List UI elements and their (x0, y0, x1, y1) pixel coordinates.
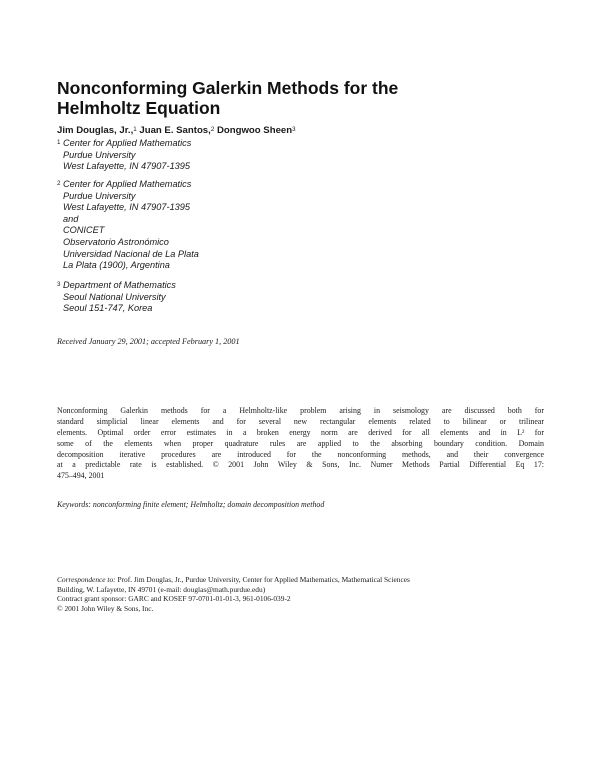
keywords: Keywords: nonconforming finite element; Helmholtz; domain decomposition method (57, 500, 325, 509)
grant-sponsor: Contract grant sponsor: GARC and KOSEF 97-0701-01-01-3, 961-0106-039-2 (57, 594, 291, 604)
affiliation-line: Department of Mathematics (63, 280, 176, 290)
affiliation-line: West Lafayette, IN 47907-1395 (63, 202, 191, 213)
affiliation-mark: 1 (57, 139, 61, 146)
correspondence-label: Correspondence to: (57, 575, 116, 584)
correspondence-footnote (57, 575, 547, 613)
title-line: Helmholtz Equation (57, 98, 221, 118)
author-affiliation-mark: 3 (292, 126, 296, 133)
affiliation-mark: 3 (57, 281, 61, 288)
abstract-line: standard simplicial linear elements and for several new rectangular elements related to bilinear or trilinear (57, 416, 544, 426)
author-name: Juan E. Santos, (139, 125, 211, 136)
affiliation-line: CONICET (63, 225, 105, 236)
author-name: Jim Douglas, Jr., (57, 125, 134, 136)
author-name: Dongwoo Sheen (216, 125, 293, 136)
received-date: Received January 29, 2001; accepted February 1, 2001 (57, 337, 240, 346)
affiliation-line: La Plata (1900), Argentina (63, 260, 170, 271)
correspondence-line (57, 575, 547, 585)
affiliation-2 (57, 179, 317, 272)
abstract-line: decomposition iterative procedures are introduced for the nonconforming methods, and their convergence (57, 449, 544, 459)
affiliation-mark: 2 (57, 180, 61, 187)
affiliation-line: Center for Applied Mathematics (63, 138, 192, 148)
author-affiliation-mark: 1 (133, 126, 137, 133)
abstract (57, 406, 544, 482)
author-list (57, 125, 537, 137)
affiliation-line: Purdue University (63, 149, 136, 160)
affiliation-line: Universidad Nacional de La Plata (63, 248, 199, 259)
affiliation-line: West Lafayette, IN 47907-1395 (63, 161, 191, 172)
paper-title (57, 78, 477, 118)
abstract-line: Nonconforming Galerkin methods for a Helmholtz-like problem arising in seismology are discussed both for (57, 406, 544, 415)
affiliation-line: Observatorio Astronómico (63, 236, 169, 247)
copyright-notice: © 2001 John Wiley & Sons, Inc. (57, 603, 154, 613)
affiliation-1 (57, 138, 317, 173)
affiliation-3 (57, 280, 317, 315)
abstract-line: at a predictable rate is established. © 2001 John Wiley & Sons, Inc. Numer Methods Partial Differential Eq 17: (57, 460, 544, 470)
correspondence-address: Building, W. Lafayette, IN 49701 (e-mail: douglas@math.purdue.edu) (57, 584, 266, 594)
title-line: Nonconforming Galerkin Methods for the (57, 78, 399, 98)
affiliation-line: and (63, 213, 79, 224)
affiliation-line: Seoul 151-747, Korea (63, 303, 153, 314)
correspondence-text: Prof. Jim Douglas, Jr., Purdue University, Center for Applied Mathematics, Mathematical Sciences (115, 575, 410, 584)
abstract-line: elements. Optimal order error estimates in a broken energy norm are derived for all elements and in L² for (57, 427, 544, 437)
affiliation-line: Purdue University (63, 190, 136, 201)
abstract-line: 475–494, 2001 (57, 471, 105, 481)
affiliation-line: Seoul National University (63, 291, 166, 302)
abstract-line: some of the elements when proper quadrature rules are applied to the absorbing boundary condition. Domain (57, 438, 544, 448)
author-affiliation-mark: 2 (210, 126, 215, 133)
affiliation-line: Center for Applied Mathematics (63, 179, 192, 189)
